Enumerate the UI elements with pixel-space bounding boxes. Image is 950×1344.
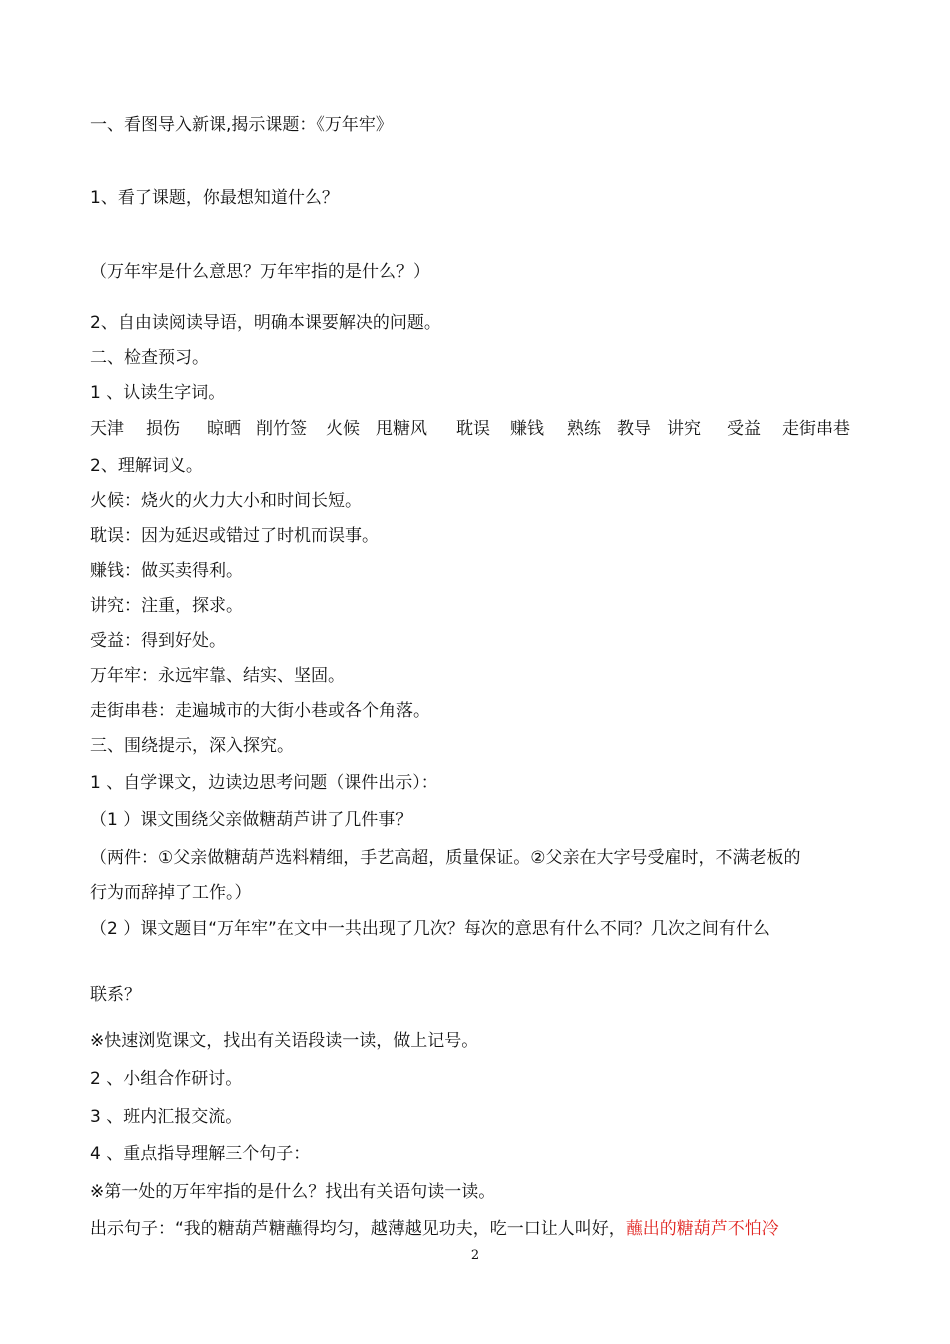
question-item: （2 ）课文题目“万年牢”在文中一共出现了几次？每次的意思有什么不同？几次之间有什么 bbox=[90, 919, 770, 939]
definition: 讲究：注重，探求。 bbox=[90, 596, 243, 616]
definition: 耽误：因为延迟或错过了时机而误事。 bbox=[90, 526, 379, 546]
vocab-word: 天津 bbox=[90, 419, 124, 439]
definition: 万年牢：永远牢靠、结实、坚固。 bbox=[90, 666, 345, 686]
question-item: （1 ）课文围绕父亲做糖葫芦讲了几件事？ bbox=[90, 810, 413, 830]
vocab-word: 讲究 bbox=[667, 419, 701, 439]
definition: 走街串巷：走遍城市的大街小巷或各个角落。 bbox=[90, 701, 430, 721]
question-item-cont: 联系？ bbox=[90, 985, 141, 1005]
answer-text: （两件：①父亲做糖葫芦选料精细，手艺高超，质量保证。②父亲在大字号受雇时，不满老板的 bbox=[90, 848, 801, 868]
definition: 火候：烧火的火力大小和时间长短。 bbox=[90, 491, 362, 511]
step-self-study: 1 、自学课文，边读边思考问题（课件出示）： bbox=[90, 773, 438, 793]
step-understand-words: 2、理解词义。 bbox=[90, 456, 203, 476]
vocab-word: 走街串巷 bbox=[782, 419, 850, 439]
vocab-word: 耽误 bbox=[456, 419, 490, 439]
vocab-word: 教导 bbox=[617, 419, 651, 439]
question-1-answer: （万年牢是什么意思？万年牢指的是什么？） bbox=[90, 262, 430, 282]
sentence-text: 出示句子：“我的糖葫芦糖蘸得均匀，越薄越见功夫，吃一口让人叫好， bbox=[90, 1219, 626, 1239]
definition: 受益：得到好处。 bbox=[90, 631, 226, 651]
vocab-word: 削竹签 bbox=[256, 419, 307, 439]
question-1: 1、看了课题，你最想知道什么？ bbox=[90, 188, 339, 208]
example-sentence bbox=[90, 1217, 779, 1241]
vocab-word: 受益 bbox=[727, 419, 761, 439]
step-group-discussion: 2 、小组合作研讨。 bbox=[90, 1069, 243, 1089]
step-class-report: 3 、班内汇报交流。 bbox=[90, 1107, 243, 1127]
highlighted-text: 蘸出的糖葫芦不怕冷 bbox=[625, 1219, 779, 1239]
step-read-words: 1 、认读生字词。 bbox=[90, 383, 226, 403]
step-2: 2、自由读阅读导语，明确本课要解决的问题。 bbox=[90, 313, 441, 333]
heading-intro: 一、看图导入新课,揭示课题：《万年牢》 bbox=[90, 115, 393, 135]
heading-preview: 二、检查预习。 bbox=[90, 348, 209, 368]
definition: 赚钱：做买卖得利。 bbox=[90, 561, 243, 581]
vocab-word: 甩糖风 bbox=[376, 419, 427, 439]
heading-explore: 三、围绕提示，深入探究。 bbox=[90, 736, 294, 756]
vocab-word: 火候 bbox=[326, 419, 360, 439]
vocab-word: 赚钱 bbox=[510, 419, 544, 439]
vocab-word: 损伤 bbox=[146, 419, 180, 439]
step-key-sentences: 4 、重点指导理解三个句子： bbox=[90, 1144, 311, 1164]
vocab-word: 晾晒 bbox=[207, 419, 241, 439]
instruction-note: ※快速浏览课文，找出有关语段读一读，做上记号。 bbox=[90, 1031, 479, 1051]
page-number: 2 bbox=[470, 1248, 480, 1263]
vocab-word: 熟练 bbox=[567, 419, 601, 439]
answer-text: 行为而辞掉了工作。） bbox=[90, 883, 252, 903]
instruction-note: ※第一处的万年牢指的是什么？找出有关语句读一读。 bbox=[90, 1182, 496, 1202]
